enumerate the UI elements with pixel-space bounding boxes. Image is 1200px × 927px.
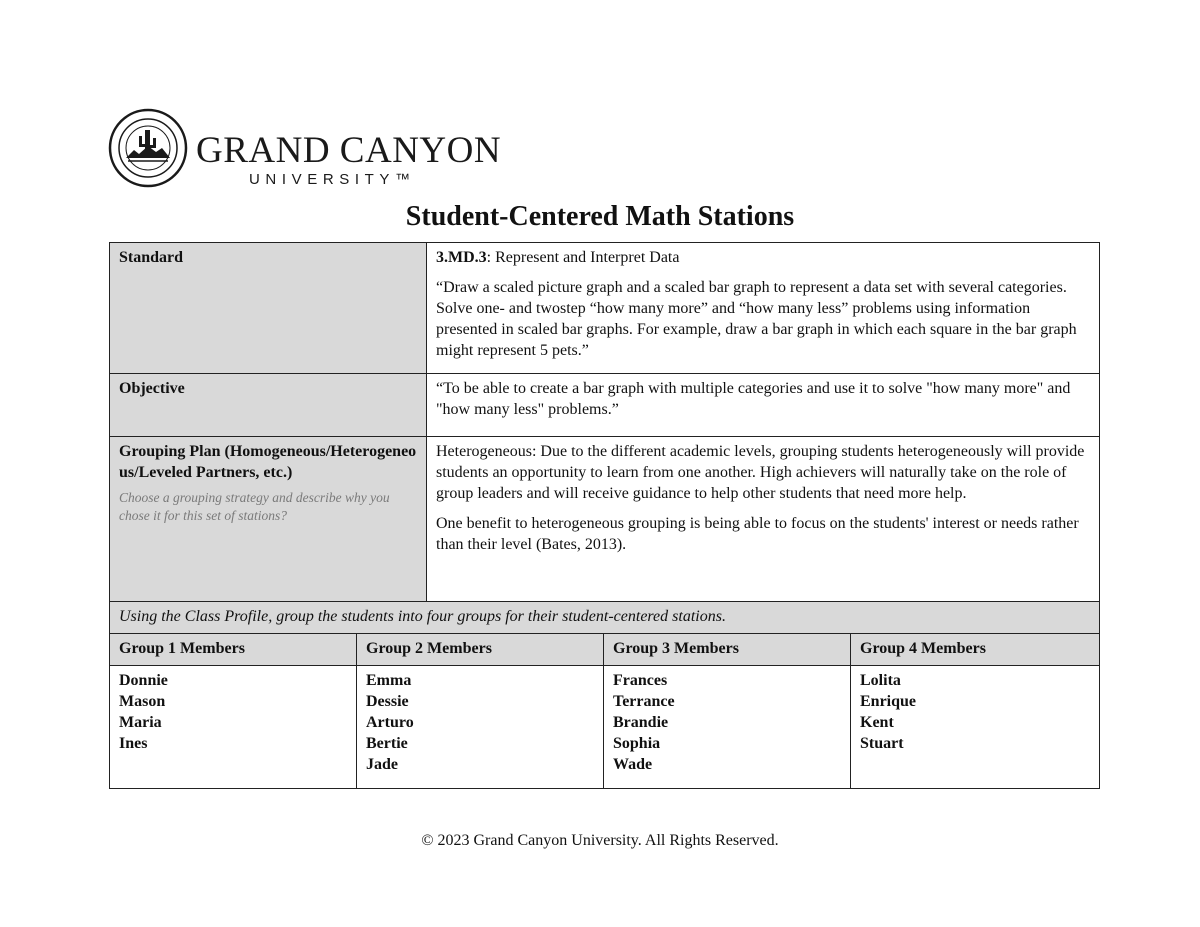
member-name: Maria bbox=[119, 714, 162, 731]
grouping-label: Grouping Plan (Homogeneous/Heterogeneous/Leveled Partners, etc.) bbox=[119, 443, 417, 481]
logo-wordmark: GRAND CANYON bbox=[196, 130, 502, 171]
objective-text: “To be able to create a bar graph with multiple categories and use it to solve "how many more" and "how many less" problems.” bbox=[427, 374, 1100, 437]
standard-label: Standard bbox=[110, 243, 427, 374]
gcu-logo bbox=[108, 108, 502, 194]
standard-code: 3.MD.3 bbox=[436, 249, 487, 266]
group-2-header: Group 2 Members bbox=[357, 634, 604, 666]
instruction-text: Using the Class Profile, group the students into four groups for their student-centered stations. bbox=[110, 602, 1100, 634]
grouping-hint: Choose a grouping strategy and describe why you chose it for this set of stations? bbox=[119, 490, 390, 523]
stations-table bbox=[109, 242, 1100, 789]
instruction-row bbox=[110, 602, 1100, 634]
group-1-header: Group 1 Members bbox=[110, 634, 357, 666]
member-name: Arturo bbox=[366, 714, 414, 731]
group-4-members bbox=[851, 666, 1100, 789]
group-3-header: Group 3 Members bbox=[604, 634, 851, 666]
grouping-paragraph-1: Heterogeneous: Due to the different academic levels, grouping students heterogeneously will provide students an opportunity to learn from one another. High achievers will naturally take on the role of group leaders and will receive guidance to help other students that need more help. bbox=[436, 443, 1085, 502]
grouping-paragraph-2: One benefit to heterogeneous grouping is being able to focus on the students' interest or needs rather than their level (Bates, 2013). bbox=[436, 515, 1079, 553]
standard-content bbox=[427, 243, 1100, 374]
member-name: Stuart bbox=[860, 735, 904, 752]
standard-title: : Represent and Interpret Data bbox=[486, 249, 680, 266]
member-name: Donnie bbox=[119, 672, 168, 689]
member-name: Enrique bbox=[860, 693, 917, 710]
member-name: Brandie bbox=[613, 714, 669, 731]
member-name: Mason bbox=[119, 693, 166, 710]
group-3-members bbox=[604, 666, 851, 789]
objective-label: Objective bbox=[110, 374, 427, 437]
member-name: Emma bbox=[366, 672, 412, 689]
group-1-members bbox=[110, 666, 357, 789]
grouping-content bbox=[427, 437, 1100, 602]
member-name: Sophia bbox=[613, 735, 661, 752]
objective-row bbox=[110, 374, 1100, 437]
group-2-members bbox=[357, 666, 604, 789]
group-header-row bbox=[110, 634, 1100, 666]
page-title: Student-Centered Math Stations bbox=[405, 201, 795, 232]
university-seal-icon bbox=[108, 108, 188, 188]
member-name: Lolita bbox=[860, 672, 901, 689]
group-4-header: Group 4 Members bbox=[851, 634, 1100, 666]
member-name: Frances bbox=[613, 672, 668, 689]
group-members-row bbox=[110, 666, 1100, 789]
member-name: Kent bbox=[860, 714, 894, 731]
member-name: Jade bbox=[366, 756, 398, 773]
member-name: Bertie bbox=[366, 735, 408, 752]
member-name: Terrance bbox=[613, 693, 675, 710]
member-name: Dessie bbox=[366, 693, 409, 710]
logo-subtitle: UNIVERSITY™ bbox=[249, 171, 416, 188]
member-name: Wade bbox=[613, 756, 653, 773]
copyright-footer: © 2023 Grand Canyon University. All Rights Reserved. bbox=[421, 832, 779, 849]
grouping-row bbox=[110, 437, 1100, 602]
standard-quote: “Draw a scaled picture graph and a scaled bar graph to represent a data set with several categories. Solve one- and twostep “how many more” and “how many less” problems using information presented in scaled bar graphs. For example, draw a bar graph in which each square in the bar graph might represent 5 pets.” bbox=[436, 279, 1077, 359]
grouping-label-cell bbox=[110, 437, 427, 602]
standard-row bbox=[110, 243, 1100, 374]
member-name: Ines bbox=[119, 735, 148, 752]
